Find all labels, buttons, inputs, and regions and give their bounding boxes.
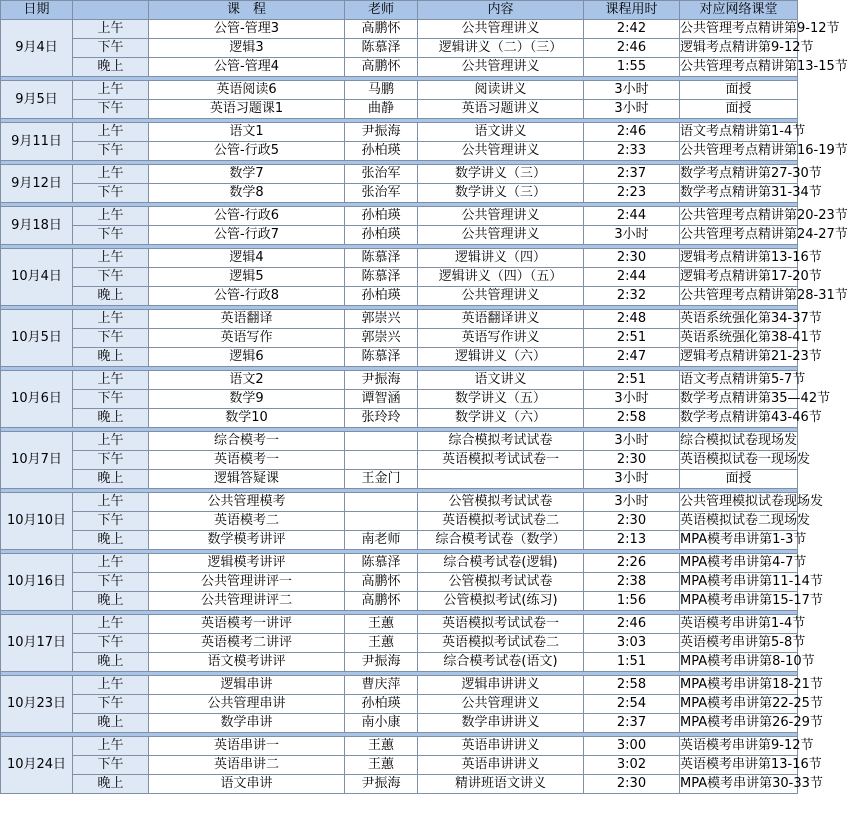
table-row bbox=[1, 634, 798, 653]
period-cell: 上午 bbox=[73, 615, 149, 634]
course-cell: 英语串讲一 bbox=[149, 737, 345, 756]
content-cell: 数学串讲讲义 bbox=[418, 714, 584, 733]
content-cell: 英语模拟考试试卷一 bbox=[418, 615, 584, 634]
online-class-cell: 综合模拟试卷现场发 bbox=[680, 432, 798, 451]
content-cell: 公共管理讲义 bbox=[418, 207, 584, 226]
course-cell: 英语串讲二 bbox=[149, 756, 345, 775]
course-cell: 数学串讲 bbox=[149, 714, 345, 733]
content-cell: 数学讲义（三） bbox=[418, 184, 584, 203]
table-row bbox=[1, 493, 798, 512]
course-cell: 公共管理模考 bbox=[149, 493, 345, 512]
online-class-cell: 语文考点精讲第1-4节 bbox=[680, 123, 798, 142]
content-cell: 逻辑讲义（四） bbox=[418, 249, 584, 268]
online-class-cell: 数学考点精讲第43-46节 bbox=[680, 409, 798, 428]
course-cell: 数学8 bbox=[149, 184, 345, 203]
header-duration: 课程用时 bbox=[584, 1, 680, 20]
date-cell: 9月4日 bbox=[1, 20, 73, 77]
header-course: 课 程 bbox=[149, 1, 345, 20]
period-cell: 下午 bbox=[73, 268, 149, 287]
course-cell: 语文1 bbox=[149, 123, 345, 142]
table-row bbox=[1, 310, 798, 329]
course-cell: 数学模考讲评 bbox=[149, 531, 345, 550]
teacher-cell: 尹振海 bbox=[345, 653, 418, 672]
content-cell: 公共管理讲义 bbox=[418, 695, 584, 714]
period-cell: 上午 bbox=[73, 432, 149, 451]
duration-cell: 2:42 bbox=[584, 20, 680, 39]
period-cell: 晚上 bbox=[73, 409, 149, 428]
online-class-cell: MPA模考串讲第15-17节 bbox=[680, 592, 798, 611]
content-cell: 公管模拟考试试卷 bbox=[418, 573, 584, 592]
teacher-cell: 谭智涵 bbox=[345, 390, 418, 409]
table-row bbox=[1, 123, 798, 142]
content-cell: 语文讲义 bbox=[418, 371, 584, 390]
teacher-cell: 南小康 bbox=[345, 714, 418, 733]
period-cell: 晚上 bbox=[73, 775, 149, 794]
course-cell: 公管-行政5 bbox=[149, 142, 345, 161]
period-cell: 晚上 bbox=[73, 714, 149, 733]
table-row bbox=[1, 287, 798, 306]
period-cell: 晚上 bbox=[73, 348, 149, 367]
period-cell: 下午 bbox=[73, 695, 149, 714]
table-row bbox=[1, 329, 798, 348]
teacher-cell: 马鹏 bbox=[345, 81, 418, 100]
content-cell: 英语模拟考试试卷一 bbox=[418, 451, 584, 470]
content-cell: 英语模拟考试试卷二 bbox=[418, 634, 584, 653]
teacher-cell: 尹振海 bbox=[345, 123, 418, 142]
date-cell: 10月23日 bbox=[1, 676, 73, 733]
online-class-cell: 公共管理考点精讲第20-23节 bbox=[680, 207, 798, 226]
teacher-cell: 孙柏瑛 bbox=[345, 695, 418, 714]
duration-cell: 1:51 bbox=[584, 653, 680, 672]
course-cell: 逻辑3 bbox=[149, 39, 345, 58]
duration-cell: 3小时 bbox=[584, 470, 680, 489]
content-cell: 逻辑讲义（四）（五） bbox=[418, 268, 584, 287]
online-class-cell: 公共管理模拟试卷现场发 bbox=[680, 493, 798, 512]
table-row bbox=[1, 512, 798, 531]
online-class-cell: 数学考点精讲第31-34节 bbox=[680, 184, 798, 203]
content-cell: 公管模拟考试试卷 bbox=[418, 493, 584, 512]
online-class-cell: 公共管理考点精讲第9-12节 bbox=[680, 20, 798, 39]
table-row bbox=[1, 58, 798, 77]
period-cell: 上午 bbox=[73, 207, 149, 226]
course-cell: 公共管理串讲 bbox=[149, 695, 345, 714]
course-cell: 语文2 bbox=[149, 371, 345, 390]
teacher-cell: 高鹏怀 bbox=[345, 573, 418, 592]
online-class-cell: 逻辑考点精讲第13-16节 bbox=[680, 249, 798, 268]
header-period bbox=[73, 1, 149, 20]
course-cell: 英语写作 bbox=[149, 329, 345, 348]
duration-cell: 2:44 bbox=[584, 207, 680, 226]
content-cell: 综合模拟考试试卷 bbox=[418, 432, 584, 451]
online-class-cell: 面授 bbox=[680, 81, 798, 100]
period-cell: 上午 bbox=[73, 165, 149, 184]
date-cell: 10月10日 bbox=[1, 493, 73, 550]
course-cell: 语文串讲 bbox=[149, 775, 345, 794]
date-cell: 10月4日 bbox=[1, 249, 73, 306]
period-cell: 下午 bbox=[73, 756, 149, 775]
date-cell: 10月24日 bbox=[1, 737, 73, 794]
header-teacher: 老师 bbox=[345, 1, 418, 20]
teacher-cell: 陈慕泽 bbox=[345, 249, 418, 268]
content-cell: 数学讲义（六） bbox=[418, 409, 584, 428]
online-class-cell: 公共管理考点精讲第16-19节 bbox=[680, 142, 798, 161]
duration-cell: 2:46 bbox=[584, 39, 680, 58]
header-row bbox=[1, 1, 798, 20]
content-cell: 综合模考试卷(逻辑) bbox=[418, 554, 584, 573]
date-cell: 10月17日 bbox=[1, 615, 73, 672]
course-cell: 英语模考一 bbox=[149, 451, 345, 470]
table-row bbox=[1, 653, 798, 672]
online-class-cell: MPA模考串讲第18-21节 bbox=[680, 676, 798, 695]
teacher-cell: 陈慕泽 bbox=[345, 554, 418, 573]
duration-cell: 2:30 bbox=[584, 451, 680, 470]
duration-cell: 1:55 bbox=[584, 58, 680, 77]
online-class-cell: 英语模拟试卷一现场发 bbox=[680, 451, 798, 470]
content-cell: 公共管理讲义 bbox=[418, 226, 584, 245]
content-cell: 精讲班语文讲义 bbox=[418, 775, 584, 794]
content-cell: 逻辑讲义（六） bbox=[418, 348, 584, 367]
course-cell: 英语模考二讲评 bbox=[149, 634, 345, 653]
course-cell: 公管-管理4 bbox=[149, 58, 345, 77]
date-cell: 9月12日 bbox=[1, 165, 73, 203]
duration-cell: 2:13 bbox=[584, 531, 680, 550]
online-class-cell: 语文考点精讲第5-7节 bbox=[680, 371, 798, 390]
online-class-cell: 公共管理考点精讲第24-27节 bbox=[680, 226, 798, 245]
table-row bbox=[1, 409, 798, 428]
period-cell: 晚上 bbox=[73, 58, 149, 77]
duration-cell: 1:56 bbox=[584, 592, 680, 611]
online-class-cell: 逻辑考点精讲第17-20节 bbox=[680, 268, 798, 287]
course-cell: 公管-管理3 bbox=[149, 20, 345, 39]
table-row bbox=[1, 531, 798, 550]
table-row bbox=[1, 775, 798, 794]
table-row bbox=[1, 39, 798, 58]
period-cell: 下午 bbox=[73, 39, 149, 58]
header-date: 日期 bbox=[1, 1, 73, 20]
table-row bbox=[1, 592, 798, 611]
table-row bbox=[1, 554, 798, 573]
course-cell: 逻辑6 bbox=[149, 348, 345, 367]
content-cell: 逻辑讲义（二）（三） bbox=[418, 39, 584, 58]
header-online-class: 对应网络课堂 bbox=[680, 1, 798, 20]
course-cell: 语文模考讲评 bbox=[149, 653, 345, 672]
teacher-cell: 曹庆萍 bbox=[345, 676, 418, 695]
period-cell: 上午 bbox=[73, 20, 149, 39]
teacher-cell: 王金门 bbox=[345, 470, 418, 489]
course-cell: 逻辑4 bbox=[149, 249, 345, 268]
date-cell: 10月5日 bbox=[1, 310, 73, 367]
period-cell: 上午 bbox=[73, 737, 149, 756]
duration-cell: 3小时 bbox=[584, 226, 680, 245]
teacher-cell: 孙柏瑛 bbox=[345, 142, 418, 161]
duration-cell: 2:30 bbox=[584, 249, 680, 268]
table-row bbox=[1, 737, 798, 756]
table-row bbox=[1, 226, 798, 245]
content-cell: 英语习题讲义 bbox=[418, 100, 584, 119]
content-cell: 公管模拟考试(练习) bbox=[418, 592, 584, 611]
table-row bbox=[1, 451, 798, 470]
duration-cell: 2:32 bbox=[584, 287, 680, 306]
online-class-cell: MPA模考串讲第26-29节 bbox=[680, 714, 798, 733]
period-cell: 下午 bbox=[73, 512, 149, 531]
teacher-cell: 尹振海 bbox=[345, 775, 418, 794]
course-cell: 公共管理讲评一 bbox=[149, 573, 345, 592]
course-cell: 英语阅读6 bbox=[149, 81, 345, 100]
content-cell: 公共管理讲义 bbox=[418, 58, 584, 77]
duration-cell: 2:48 bbox=[584, 310, 680, 329]
teacher-cell: 高鹏怀 bbox=[345, 58, 418, 77]
online-class-cell: MPA模考串讲第1-3节 bbox=[680, 531, 798, 550]
period-cell: 下午 bbox=[73, 573, 149, 592]
period-cell: 上午 bbox=[73, 676, 149, 695]
table-row bbox=[1, 268, 798, 287]
course-cell: 公管-行政7 bbox=[149, 226, 345, 245]
teacher-cell: 尹振海 bbox=[345, 371, 418, 390]
teacher-cell: 南老师 bbox=[345, 531, 418, 550]
teacher-cell: 王蕙 bbox=[345, 756, 418, 775]
period-cell: 上午 bbox=[73, 493, 149, 512]
header-content: 内容 bbox=[418, 1, 584, 20]
table-row bbox=[1, 695, 798, 714]
duration-cell: 2:23 bbox=[584, 184, 680, 203]
date-cell: 10月16日 bbox=[1, 554, 73, 611]
content-cell: 英语写作讲义 bbox=[418, 329, 584, 348]
date-cell: 10月7日 bbox=[1, 432, 73, 489]
duration-cell: 3:00 bbox=[584, 737, 680, 756]
online-class-cell: 公共管理考点精讲第28-31节 bbox=[680, 287, 798, 306]
content-cell: 数学讲义（三） bbox=[418, 165, 584, 184]
course-cell: 逻辑5 bbox=[149, 268, 345, 287]
online-class-cell: 面授 bbox=[680, 470, 798, 489]
online-class-cell: 英语模考串讲第5-8节 bbox=[680, 634, 798, 653]
table-row bbox=[1, 615, 798, 634]
content-cell: 语文讲义 bbox=[418, 123, 584, 142]
period-cell: 上午 bbox=[73, 81, 149, 100]
teacher-cell: 郭崇兴 bbox=[345, 310, 418, 329]
teacher-cell: 高鹏怀 bbox=[345, 592, 418, 611]
date-cell: 9月5日 bbox=[1, 81, 73, 119]
online-class-cell: MPA模考串讲第4-7节 bbox=[680, 554, 798, 573]
table-row bbox=[1, 432, 798, 451]
content-cell: 公共管理讲义 bbox=[418, 20, 584, 39]
online-class-cell: MPA模考串讲第11-14节 bbox=[680, 573, 798, 592]
duration-cell: 2:30 bbox=[584, 512, 680, 531]
duration-cell: 2:26 bbox=[584, 554, 680, 573]
table-row bbox=[1, 714, 798, 733]
duration-cell: 2:51 bbox=[584, 329, 680, 348]
period-cell: 晚上 bbox=[73, 287, 149, 306]
teacher-cell: 陈慕泽 bbox=[345, 348, 418, 367]
table-row bbox=[1, 207, 798, 226]
period-cell: 上午 bbox=[73, 371, 149, 390]
online-class-cell: 英语模考串讲第9-12节 bbox=[680, 737, 798, 756]
table-row bbox=[1, 249, 798, 268]
online-class-cell: 英语模考串讲第1-4节 bbox=[680, 615, 798, 634]
duration-cell: 2:46 bbox=[584, 123, 680, 142]
teacher-cell: 张玲玲 bbox=[345, 409, 418, 428]
date-cell: 9月11日 bbox=[1, 123, 73, 161]
duration-cell: 2:47 bbox=[584, 348, 680, 367]
online-class-cell: 面授 bbox=[680, 100, 798, 119]
course-cell: 英语模考一讲评 bbox=[149, 615, 345, 634]
duration-cell: 3小时 bbox=[584, 493, 680, 512]
teacher-cell: 郭崇兴 bbox=[345, 329, 418, 348]
online-class-cell: MPA模考串讲第22-25节 bbox=[680, 695, 798, 714]
duration-cell: 2:37 bbox=[584, 165, 680, 184]
content-cell bbox=[418, 470, 584, 489]
content-cell: 英语模拟考试试卷二 bbox=[418, 512, 584, 531]
duration-cell: 3小时 bbox=[584, 390, 680, 409]
table-row bbox=[1, 81, 798, 100]
online-class-cell: 逻辑考点精讲第9-12节 bbox=[680, 39, 798, 58]
table-row bbox=[1, 390, 798, 409]
table-row bbox=[1, 20, 798, 39]
period-cell: 下午 bbox=[73, 390, 149, 409]
teacher-cell: 王蕙 bbox=[345, 634, 418, 653]
course-cell: 英语翻译 bbox=[149, 310, 345, 329]
teacher-cell bbox=[345, 451, 418, 470]
online-class-cell: MPA模考串讲第8-10节 bbox=[680, 653, 798, 672]
period-cell: 晚上 bbox=[73, 470, 149, 489]
content-cell: 阅读讲义 bbox=[418, 81, 584, 100]
period-cell: 下午 bbox=[73, 451, 149, 470]
content-cell: 公共管理讲义 bbox=[418, 142, 584, 161]
duration-cell: 3小时 bbox=[584, 81, 680, 100]
course-cell: 逻辑串讲 bbox=[149, 676, 345, 695]
duration-cell: 2:37 bbox=[584, 714, 680, 733]
period-cell: 晚上 bbox=[73, 653, 149, 672]
duration-cell: 3小时 bbox=[584, 432, 680, 451]
period-cell: 下午 bbox=[73, 634, 149, 653]
content-cell: 数学讲义（五） bbox=[418, 390, 584, 409]
table-row bbox=[1, 142, 798, 161]
teacher-cell: 陈慕泽 bbox=[345, 39, 418, 58]
teacher-cell: 王蕙 bbox=[345, 737, 418, 756]
course-cell: 英语模考二 bbox=[149, 512, 345, 531]
period-cell: 下午 bbox=[73, 226, 149, 245]
teacher-cell: 王蕙 bbox=[345, 615, 418, 634]
course-cell: 逻辑答疑课 bbox=[149, 470, 345, 489]
course-cell: 逻辑模考讲评 bbox=[149, 554, 345, 573]
date-cell: 9月18日 bbox=[1, 207, 73, 245]
duration-cell: 2:58 bbox=[584, 676, 680, 695]
duration-cell: 2:30 bbox=[584, 775, 680, 794]
period-cell: 上午 bbox=[73, 310, 149, 329]
duration-cell: 3:02 bbox=[584, 756, 680, 775]
period-cell: 下午 bbox=[73, 329, 149, 348]
duration-cell: 3:03 bbox=[584, 634, 680, 653]
online-class-cell: MPA模考串讲第30-33节 bbox=[680, 775, 798, 794]
online-class-cell: 数学考点精讲第35—42节 bbox=[680, 390, 798, 409]
duration-cell: 2:44 bbox=[584, 268, 680, 287]
content-cell: 英语串讲讲义 bbox=[418, 737, 584, 756]
period-cell: 晚上 bbox=[73, 592, 149, 611]
teacher-cell: 孙柏瑛 bbox=[345, 207, 418, 226]
table-row bbox=[1, 100, 798, 119]
online-class-cell: 英语模考串讲第13-16节 bbox=[680, 756, 798, 775]
teacher-cell: 高鹏怀 bbox=[345, 20, 418, 39]
teacher-cell: 孙柏瑛 bbox=[345, 287, 418, 306]
schedule-body bbox=[1, 20, 848, 794]
content-cell: 综合模考试卷(语文) bbox=[418, 653, 584, 672]
course-cell: 数学9 bbox=[149, 390, 345, 409]
online-class-cell: 英语模拟试卷二现场发 bbox=[680, 512, 798, 531]
content-cell: 公共管理讲义 bbox=[418, 287, 584, 306]
date-cell: 10月6日 bbox=[1, 371, 73, 428]
table-row bbox=[1, 371, 798, 390]
teacher-cell bbox=[345, 512, 418, 531]
teacher-cell bbox=[345, 432, 418, 451]
online-class-cell: 逻辑考点精讲第21-23节 bbox=[680, 348, 798, 367]
course-cell: 公共管理讲评二 bbox=[149, 592, 345, 611]
online-class-cell: 英语系统强化第34-37节 bbox=[680, 310, 798, 329]
duration-cell: 2:46 bbox=[584, 615, 680, 634]
table-row bbox=[1, 573, 798, 592]
teacher-cell bbox=[345, 493, 418, 512]
online-class-cell: 英语系统强化第38-41节 bbox=[680, 329, 798, 348]
period-cell: 下午 bbox=[73, 184, 149, 203]
period-cell: 下午 bbox=[73, 142, 149, 161]
teacher-cell: 陈慕泽 bbox=[345, 268, 418, 287]
content-cell: 逻辑串讲讲义 bbox=[418, 676, 584, 695]
table-row bbox=[1, 165, 798, 184]
duration-cell: 2:54 bbox=[584, 695, 680, 714]
online-class-cell: 数学考点精讲第27-30节 bbox=[680, 165, 798, 184]
course-cell: 数学7 bbox=[149, 165, 345, 184]
course-cell: 综合模考一 bbox=[149, 432, 345, 451]
table-row bbox=[1, 676, 798, 695]
course-cell: 公管-行政8 bbox=[149, 287, 345, 306]
content-cell: 英语串讲讲义 bbox=[418, 756, 584, 775]
period-cell: 上午 bbox=[73, 123, 149, 142]
course-cell: 数学10 bbox=[149, 409, 345, 428]
duration-cell: 2:58 bbox=[584, 409, 680, 428]
content-cell: 综合模考试卷（数学） bbox=[418, 531, 584, 550]
table-row bbox=[1, 184, 798, 203]
period-cell: 上午 bbox=[73, 554, 149, 573]
table-row bbox=[1, 756, 798, 775]
teacher-cell: 张治军 bbox=[345, 184, 418, 203]
duration-cell: 2:38 bbox=[584, 573, 680, 592]
table-row bbox=[1, 348, 798, 367]
content-cell: 英语翻译讲义 bbox=[418, 310, 584, 329]
period-cell: 下午 bbox=[73, 100, 149, 119]
table-row bbox=[1, 470, 798, 489]
duration-cell: 3小时 bbox=[584, 100, 680, 119]
teacher-cell: 张治军 bbox=[345, 165, 418, 184]
online-class-cell: 公共管理考点精讲第13-15节 bbox=[680, 58, 798, 77]
course-cell: 公管-行政6 bbox=[149, 207, 345, 226]
period-cell: 上午 bbox=[73, 249, 149, 268]
teacher-cell: 孙柏瑛 bbox=[345, 226, 418, 245]
duration-cell: 2:33 bbox=[584, 142, 680, 161]
duration-cell: 2:51 bbox=[584, 371, 680, 390]
teacher-cell: 曲静 bbox=[345, 100, 418, 119]
period-cell: 晚上 bbox=[73, 531, 149, 550]
course-cell: 英语习题课1 bbox=[149, 100, 345, 119]
